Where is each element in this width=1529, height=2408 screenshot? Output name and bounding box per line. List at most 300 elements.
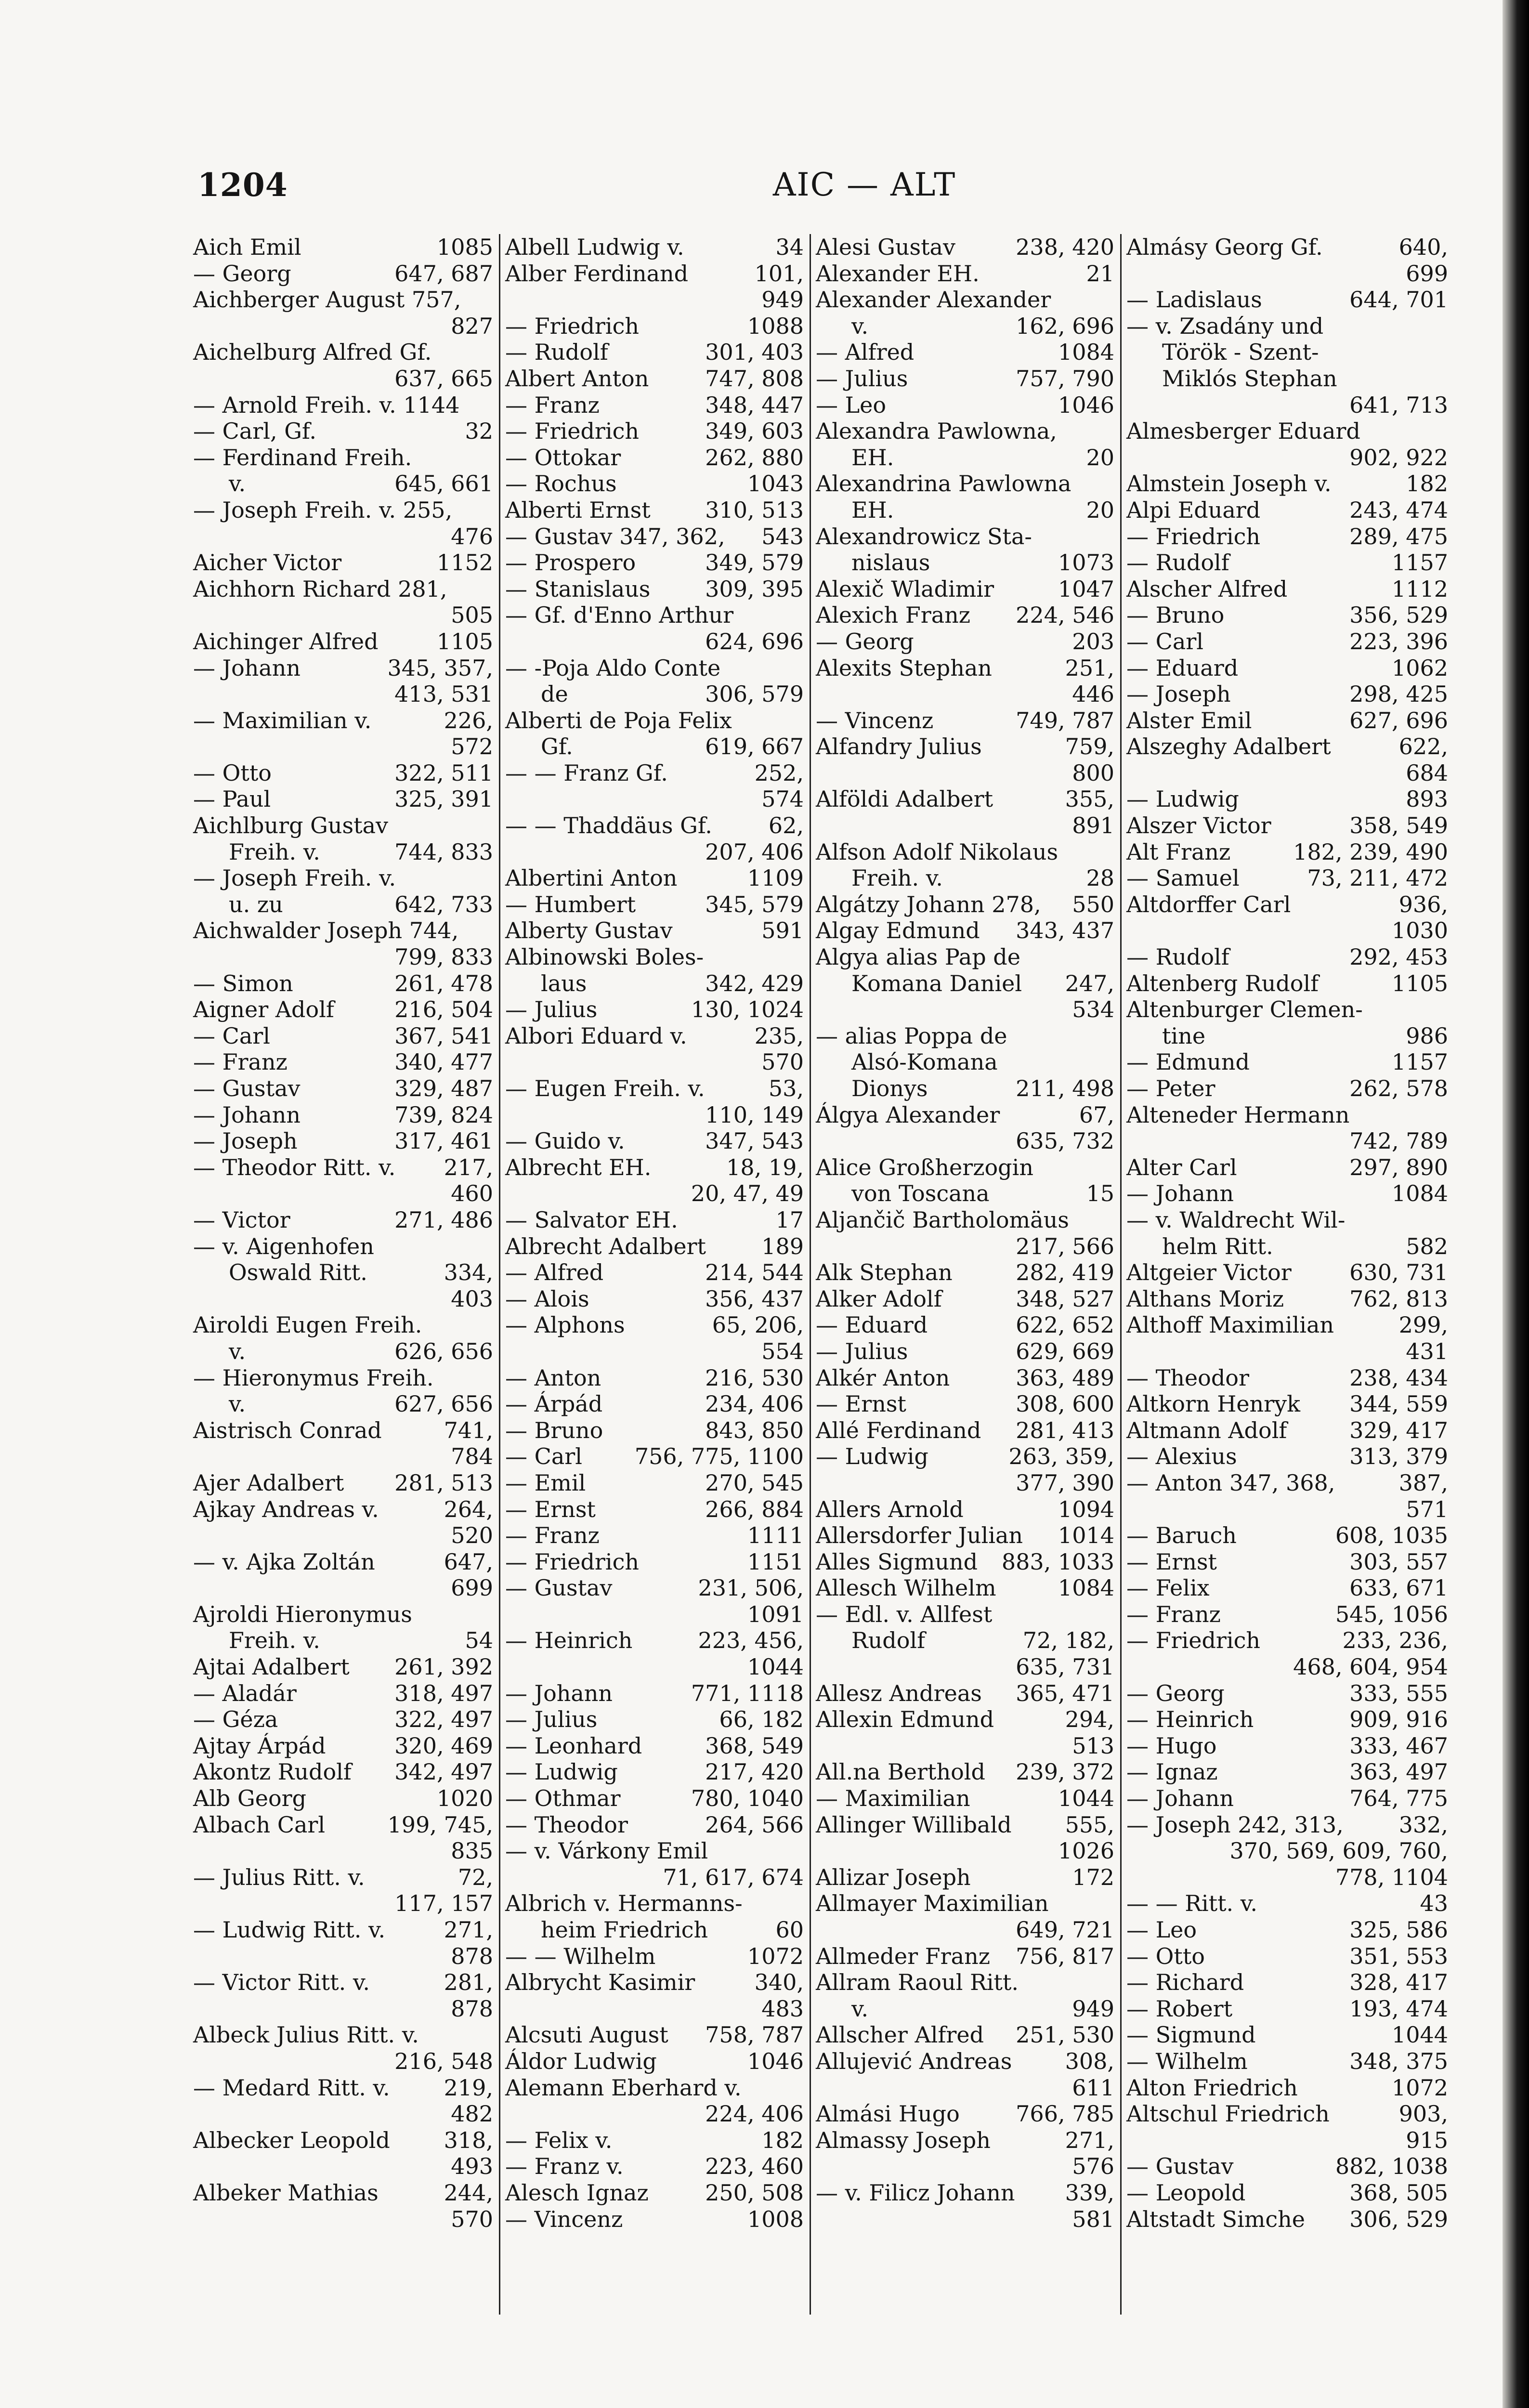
- entry-page-refs: 882, 1038: [1335, 2153, 1448, 2180]
- index-entry-line: [813, 1838, 1117, 1864]
- entry-name: — Wilhelm: [1126, 2048, 1248, 2074]
- entry-name: v.: [229, 1391, 246, 1417]
- entry-page-refs: 223, 396: [1349, 628, 1448, 654]
- entry-name: — Rudolf: [1126, 944, 1229, 970]
- entry-name: — Gustav 347, 362,: [505, 523, 725, 550]
- entry-name: — v. Várkony Emil: [505, 1838, 708, 1864]
- entry-name: — Theodor Ritt. v.: [193, 1154, 396, 1180]
- index-entry-line: [813, 1128, 1117, 1154]
- entry-name: Almásy Georg Gf.: [1126, 234, 1323, 260]
- entry-page-refs: 744, 833: [394, 838, 493, 865]
- entry-name: — — Ritt. v.: [1126, 1890, 1257, 1917]
- index-entry-line: [502, 1075, 807, 1102]
- index-entry-line: [190, 1365, 496, 1391]
- entry-name: — Ludwig: [505, 1759, 618, 1785]
- entry-name: — Stanislaus: [505, 576, 651, 602]
- entry-name: Alexandra Pawlowna,: [816, 418, 1057, 445]
- index-entry-line: [502, 1680, 807, 1707]
- entry-page-refs: 363, 489: [1016, 1364, 1114, 1391]
- entry-page-refs: 608, 1035: [1335, 1522, 1448, 1549]
- entry-page-refs: 778, 1104: [1335, 1864, 1448, 1890]
- entry-page-refs: 271, 486: [394, 1206, 493, 1233]
- entry-name: — Leonhard: [505, 1732, 642, 1759]
- entry-page-refs: 313, 379: [1349, 1443, 1448, 1470]
- entry-page-refs: 893: [1406, 786, 1448, 812]
- entry-page-refs: 649, 721: [1016, 1917, 1114, 1943]
- index-entry-line: [502, 1365, 807, 1391]
- entry-name: — Johann: [1126, 1180, 1234, 1207]
- index-entry-line: [190, 261, 496, 287]
- entry-page-refs: 1094: [1058, 1496, 1114, 1522]
- entry-name: — Othmar: [505, 1785, 621, 1812]
- index-entry-line: [502, 1417, 807, 1444]
- entry-name: — Eduard: [816, 1312, 928, 1338]
- index-entry-line: [813, 681, 1117, 707]
- entry-name: Althans Moriz: [1126, 1285, 1284, 1312]
- index-entry-line: [502, 865, 807, 891]
- index-entry-line: [813, 1233, 1117, 1260]
- entry-page-refs: 223, 460: [705, 2153, 804, 2180]
- index-entry-line: [502, 2206, 807, 2233]
- entry-name: — v. Waldrecht Wil-: [1126, 1206, 1346, 1233]
- entry-name: — Felix v.: [505, 2127, 613, 2153]
- entry-name: Alster Emil: [1126, 707, 1252, 733]
- index-entry-line: [190, 1890, 496, 1917]
- entry-page-refs: 226,: [444, 707, 493, 733]
- entry-page-refs: 308, 600: [1016, 1391, 1114, 1417]
- index-entry-line: [813, 1417, 1117, 1444]
- index-entry-line: [813, 760, 1117, 786]
- entry-page-refs: 949: [761, 287, 804, 313]
- entry-name: Albinowski Boles-: [505, 944, 704, 970]
- entry-page-refs: 572: [451, 733, 493, 760]
- entry-page-refs: 67,: [1079, 1101, 1114, 1128]
- entry-page-refs: 224, 546: [1016, 602, 1114, 628]
- entry-name: Rudolf: [851, 1627, 926, 1654]
- entry-page-refs: 482: [451, 2101, 493, 2127]
- entry-name: Algátzy Johann 278,: [816, 891, 1041, 917]
- entry-page-refs: 207, 406: [705, 838, 804, 865]
- entry-page-refs: 413, 531: [394, 681, 493, 707]
- entry-page-refs: 223, 456,: [698, 1627, 804, 1654]
- entry-page-refs: 261, 478: [394, 970, 493, 996]
- entry-name: — — Franz Gf.: [505, 759, 668, 786]
- entry-page-refs: 1008: [747, 2206, 804, 2232]
- index-entry-line: [502, 628, 807, 655]
- entry-name: — Heinrich: [505, 1627, 633, 1654]
- entry-page-refs: 214, 544: [705, 1259, 804, 1286]
- entry-name: — Baruch: [1126, 1522, 1237, 1549]
- entry-page-refs: 349, 603: [705, 418, 804, 445]
- entry-name: EH.: [851, 497, 894, 523]
- entry-page-refs: 377, 390: [1016, 1469, 1114, 1496]
- index-entry-line: [813, 1627, 1117, 1654]
- entry-name: Aichinger Alfred: [193, 628, 379, 654]
- index-entry-line: [813, 1207, 1117, 1233]
- entry-name: Alexits Stephan: [816, 654, 992, 681]
- entry-name: v.: [851, 1995, 869, 2022]
- entry-name: Alker Adolf: [816, 1285, 942, 1312]
- index-entry-line: [1124, 2048, 1451, 2075]
- entry-page-refs: 1105: [1391, 970, 1448, 996]
- entry-page-refs: 645, 661: [394, 471, 493, 497]
- entry-page-refs: 550: [1072, 891, 1114, 917]
- entry-name: — Maximilian: [816, 1785, 970, 1812]
- entry-name: Allersdorfer Julian: [816, 1522, 1023, 1549]
- entry-page-refs: 784: [451, 1443, 493, 1470]
- entry-page-refs: 73, 211, 472: [1307, 865, 1448, 891]
- entry-name: — Otto: [193, 759, 272, 786]
- entry-page-refs: 297, 890: [1349, 1154, 1448, 1180]
- entry-page-refs: 243, 474: [1349, 497, 1448, 523]
- entry-name: Altgeier Victor: [1126, 1259, 1292, 1286]
- entry-page-refs: 193, 474: [1349, 1995, 1448, 2022]
- index-entry-line: [502, 891, 807, 918]
- index-entry-line: [190, 1996, 496, 2022]
- entry-name: Ajer Adalbert: [193, 1469, 344, 1496]
- entry-name: — Vincenz: [816, 707, 934, 733]
- index-entry-line: [190, 1522, 496, 1549]
- index-entry-line: [1124, 2206, 1451, 2233]
- index-entry-line: [813, 1759, 1117, 1785]
- index-entry-line: [190, 2206, 496, 2233]
- entry-name: Alexič Wladimir: [816, 576, 994, 602]
- entry-page-refs: 72,: [457, 1864, 493, 1890]
- entry-page-refs: 298, 425: [1349, 681, 1448, 707]
- index-entry-line: [190, 707, 496, 734]
- entry-page-refs: 20, 47, 49: [691, 1180, 804, 1207]
- entry-name: Alcsuti August: [505, 2022, 668, 2048]
- index-entry-line: [502, 1864, 807, 1891]
- index-entry-line: [190, 2048, 496, 2075]
- entry-name: Althoff Maximilian: [1126, 1312, 1334, 1338]
- entry-name: — Joseph 242, 313,: [1126, 1811, 1344, 1838]
- entry-name: — Emil: [505, 1469, 586, 1496]
- column-divider: [810, 234, 811, 2315]
- page-edge-shadow: [1503, 0, 1529, 2408]
- entry-name: — Guido v.: [505, 1128, 625, 1154]
- column-divider: [1120, 234, 1122, 2315]
- entry-name: — Maximilian v.: [193, 707, 372, 733]
- index-entry-line: [813, 1365, 1117, 1391]
- entry-name: — Johann: [505, 1680, 613, 1706]
- entry-name: — Carl: [193, 1022, 270, 1049]
- index-entry-line: [1124, 234, 1451, 261]
- index-entry-line: [502, 2180, 807, 2206]
- index-entry-line: [1124, 2153, 1451, 2180]
- index-entry-line: [813, 1443, 1117, 1470]
- index-entry-line: [1124, 602, 1451, 628]
- entry-name: — Eduard: [1126, 654, 1239, 681]
- index-entry-line: [502, 1180, 807, 1207]
- index-entry-line: [813, 1312, 1117, 1338]
- entry-name: — Arnold Freih. v. 1144: [193, 392, 460, 418]
- entry-name: — Ludwig: [816, 1443, 928, 1470]
- entry-page-refs: 1152: [436, 550, 493, 576]
- index-entry-line: [1124, 1680, 1451, 1707]
- entry-name: v.: [229, 471, 246, 497]
- entry-name: — Ernst: [505, 1496, 596, 1522]
- index-entry-line: [1124, 1759, 1451, 1785]
- index-entry-line: [1124, 996, 1451, 1023]
- index-entry-line: [1124, 1654, 1451, 1680]
- entry-name: Alpi Eduard: [1126, 497, 1261, 523]
- entry-name: — Edl. v. Allfest: [816, 1601, 993, 1627]
- index-entry-line: [813, 2180, 1117, 2206]
- entry-page-refs: 43: [1420, 1890, 1448, 1917]
- entry-page-refs: 582: [1406, 1233, 1448, 1259]
- entry-page-refs: 468, 604, 954: [1293, 1654, 1448, 1680]
- index-entry-line: [1124, 1102, 1451, 1128]
- entry-page-refs: 251,: [1065, 654, 1114, 681]
- index-column-2: [502, 234, 807, 2315]
- entry-page-refs: 739, 824: [394, 1101, 493, 1128]
- index-entry-line: [502, 1338, 807, 1365]
- index-entry-line: [813, 996, 1117, 1023]
- index-entry-line: [502, 234, 807, 261]
- entry-page-refs: 281, 513: [394, 1469, 493, 1496]
- entry-page-refs: 345, 579: [705, 891, 804, 917]
- entry-name: — Georg: [1126, 1680, 1225, 1706]
- running-title: AIC — ALT: [772, 166, 956, 203]
- entry-page-refs: 292, 453: [1349, 944, 1448, 970]
- entry-page-refs: 699: [451, 1575, 493, 1601]
- entry-page-refs: 699: [1406, 260, 1448, 287]
- index-entry-line: [502, 1654, 807, 1680]
- index-entry-line: [1124, 2022, 1451, 2048]
- entry-page-refs: 827: [451, 313, 493, 339]
- entry-name: — Paul: [193, 786, 271, 812]
- index-entry-line: [190, 1207, 496, 1233]
- entry-page-refs: 749, 787: [1016, 707, 1114, 733]
- index-entry-line: [1124, 707, 1451, 734]
- index-entry-line: [190, 1075, 496, 1102]
- entry-name: — Bruno: [505, 1417, 603, 1443]
- entry-name: Freih. v.: [229, 838, 320, 865]
- entry-page-refs: 308,: [1065, 2048, 1114, 2074]
- entry-page-refs: 199, 745,: [387, 1811, 493, 1838]
- index-entry-line: [813, 944, 1117, 970]
- index-entry-line: [190, 1917, 496, 1943]
- entry-page-refs: 1085: [436, 234, 493, 260]
- index-entry-line: [190, 1549, 496, 1575]
- entry-name: — — Thaddäus Gf.: [505, 812, 712, 839]
- entry-page-refs: 756, 775, 1100: [634, 1443, 804, 1470]
- entry-page-refs: 1072: [747, 1943, 804, 1969]
- index-entry-line: [813, 1286, 1117, 1312]
- entry-page-refs: 325, 391: [394, 786, 493, 812]
- entry-name: — Alphons: [505, 1312, 625, 1338]
- index-entry-line: [502, 576, 807, 602]
- entry-page-refs: 101,: [754, 260, 804, 287]
- index-entry-line: [1124, 760, 1451, 786]
- index-entry-line: [1124, 1601, 1451, 1628]
- entry-page-refs: 281, 413: [1016, 1417, 1114, 1443]
- entry-page-refs: 322, 497: [394, 1706, 493, 1733]
- index-columns: [190, 234, 1450, 2315]
- index-entry-line: [190, 2022, 496, 2048]
- entry-page-refs: 986: [1406, 1022, 1448, 1049]
- entry-page-refs: 189: [761, 1233, 804, 1259]
- entry-name: — Samuel: [1126, 865, 1240, 891]
- entry-page-refs: 262, 578: [1349, 1075, 1448, 1101]
- index-entry-line: [190, 550, 496, 576]
- index-entry-line: [190, 2180, 496, 2206]
- index-entry-line: [190, 996, 496, 1023]
- entry-page-refs: 340,: [754, 1969, 804, 1996]
- entry-name: Alexich Franz: [816, 602, 971, 628]
- entry-page-refs: 903,: [1398, 2101, 1448, 2127]
- entry-page-refs: 644, 701: [1349, 287, 1448, 313]
- index-entry-line: [1124, 1075, 1451, 1102]
- index-entry-line: [502, 733, 807, 760]
- entry-name: — Gf. d'Enno Arthur: [505, 602, 734, 628]
- entry-name: von Toscana: [851, 1180, 990, 1207]
- entry-page-refs: 759,: [1065, 733, 1114, 760]
- entry-name: — v. Zsadány und: [1126, 313, 1324, 339]
- index-entry-line: [1124, 576, 1451, 602]
- index-entry-line: [190, 970, 496, 997]
- index-entry-line: [190, 1154, 496, 1181]
- index-entry-line: [190, 445, 496, 471]
- index-entry-line: [813, 1654, 1117, 1680]
- entry-page-refs: 878: [451, 1995, 493, 2022]
- entry-name: — Hugo: [1126, 1732, 1217, 1759]
- entry-page-refs: 233, 236,: [1342, 1627, 1448, 1654]
- index-entry-line: [1124, 1522, 1451, 1549]
- index-entry-line: [813, 1733, 1117, 1759]
- entry-page-refs: 54: [465, 1627, 493, 1654]
- entry-page-refs: 342, 497: [394, 1759, 493, 1785]
- index-entry-line: [1124, 392, 1451, 419]
- index-entry-line: [190, 681, 496, 707]
- index-entry-line: [1124, 2180, 1451, 2206]
- entry-name: Albeker Mathias: [193, 2179, 379, 2206]
- entry-page-refs: 1044: [1058, 1785, 1114, 1812]
- entry-page-refs: 28: [1086, 865, 1114, 891]
- entry-page-refs: 216, 548: [394, 2048, 493, 2074]
- entry-name: — Friedrich: [1126, 523, 1260, 550]
- index-entry-line: [502, 917, 807, 944]
- entry-name: Albrich v. Hermanns-: [505, 1890, 743, 1917]
- entry-name: tine: [1162, 1022, 1206, 1049]
- index-entry-line: [813, 917, 1117, 944]
- index-entry-line: [190, 1023, 496, 1049]
- entry-page-refs: 476: [451, 523, 493, 550]
- entry-page-refs: 250, 508: [705, 2179, 804, 2206]
- index-entry-line: [1124, 733, 1451, 760]
- index-entry-line: [813, 550, 1117, 576]
- entry-name: — Johann: [193, 1101, 301, 1128]
- entry-name: Albach Carl: [193, 1811, 326, 1838]
- index-entry-line: [1124, 339, 1451, 366]
- index-entry-line: [502, 1102, 807, 1128]
- entry-page-refs: 348, 375: [1349, 2048, 1448, 2074]
- entry-page-refs: 251, 530: [1016, 2022, 1114, 2048]
- entry-page-refs: 641, 713: [1349, 392, 1448, 418]
- entry-page-refs: 325, 586: [1349, 1917, 1448, 1943]
- entry-name: Allscher Alfred: [816, 2022, 984, 2048]
- entry-name: — Peter: [1126, 1075, 1215, 1101]
- index-entry-line: [813, 786, 1117, 812]
- entry-name: — Hieronymus Freih.: [193, 1364, 434, 1391]
- index-entry-line: [1124, 1049, 1451, 1075]
- index-entry-line: [1124, 970, 1451, 997]
- entry-name: Allizar Joseph: [816, 1864, 971, 1890]
- index-entry-line: [813, 497, 1117, 523]
- index-entry-line: [502, 1549, 807, 1575]
- index-entry-line: [1124, 839, 1451, 865]
- entry-name: — Salvator EH.: [505, 1206, 678, 1233]
- index-entry-line: [190, 1838, 496, 1864]
- index-entry-line: [502, 1128, 807, 1154]
- index-entry-line: [190, 1706, 496, 1733]
- entry-name: Allram Raoul Ritt.: [816, 1969, 1019, 1996]
- entry-page-refs: 1044: [747, 1654, 804, 1680]
- entry-page-refs: 771, 1118: [691, 1680, 804, 1706]
- index-entry-line: [813, 1890, 1117, 1917]
- entry-name: nislaus: [851, 550, 930, 576]
- entry-name: — Ernst: [1126, 1548, 1217, 1575]
- entry-name: Akontz Rudolf: [193, 1759, 352, 1785]
- index-entry-line: [813, 1601, 1117, 1628]
- entry-page-refs: 15: [1086, 1180, 1114, 1207]
- entry-name: Albrycht Kasimir: [505, 1969, 695, 1996]
- index-entry-line: [190, 1812, 496, 1838]
- index-entry-line: [813, 1023, 1117, 1049]
- entry-name: — Gustav: [505, 1575, 613, 1601]
- index-entry-line: [502, 1391, 807, 1417]
- entry-name: — Joseph Freih. v.: [193, 865, 396, 891]
- entry-name: — Theodor: [1126, 1364, 1249, 1391]
- index-entry-line: [813, 2101, 1117, 2127]
- entry-name: Alscher Alfred: [1126, 576, 1288, 602]
- entry-name: — Richard: [1126, 1969, 1244, 1996]
- index-entry-line: [1124, 1496, 1451, 1523]
- entry-page-refs: 1111: [747, 1522, 804, 1549]
- index-entry-line: [813, 1680, 1117, 1707]
- entry-page-refs: 1112: [1391, 576, 1448, 602]
- entry-name: Aichlburg Gustav: [193, 812, 389, 839]
- entry-page-refs: 72, 182,: [1022, 1627, 1114, 1654]
- entry-page-refs: 1047: [1058, 576, 1114, 602]
- index-entry-line: [502, 1969, 807, 1996]
- entry-name: Alice Großherzogin: [816, 1154, 1033, 1180]
- entry-name: — Friedrich: [505, 418, 639, 445]
- entry-page-refs: 758, 787: [705, 2022, 804, 2048]
- index-entry-line: [813, 970, 1117, 997]
- entry-name: — Joseph Freih. v. 255,: [193, 497, 453, 523]
- entry-page-refs: 219,: [444, 2074, 493, 2101]
- entry-page-refs: 635, 731: [1016, 1654, 1114, 1680]
- entry-name: — Bruno: [1126, 602, 1225, 628]
- entry-name: Alesi Gustav: [816, 234, 955, 260]
- entry-page-refs: 264, 566: [705, 1811, 804, 1838]
- entry-name: — Aladár: [193, 1680, 297, 1706]
- index-entry-line: [502, 497, 807, 523]
- entry-page-refs: 344, 559: [1349, 1391, 1448, 1417]
- page-header: [190, 161, 1442, 214]
- entry-name: Aichwalder Joseph 744,: [193, 917, 459, 944]
- entry-page-refs: 1157: [1391, 1049, 1448, 1075]
- index-entry-line: [190, 1969, 496, 1996]
- entry-page-refs: 53,: [768, 1075, 804, 1101]
- entry-page-refs: 747, 808: [705, 365, 804, 392]
- entry-name: v.: [229, 1338, 246, 1364]
- index-entry-line: [190, 733, 496, 760]
- index-entry-line: [502, 1733, 807, 1759]
- index-entry-line: [813, 445, 1117, 471]
